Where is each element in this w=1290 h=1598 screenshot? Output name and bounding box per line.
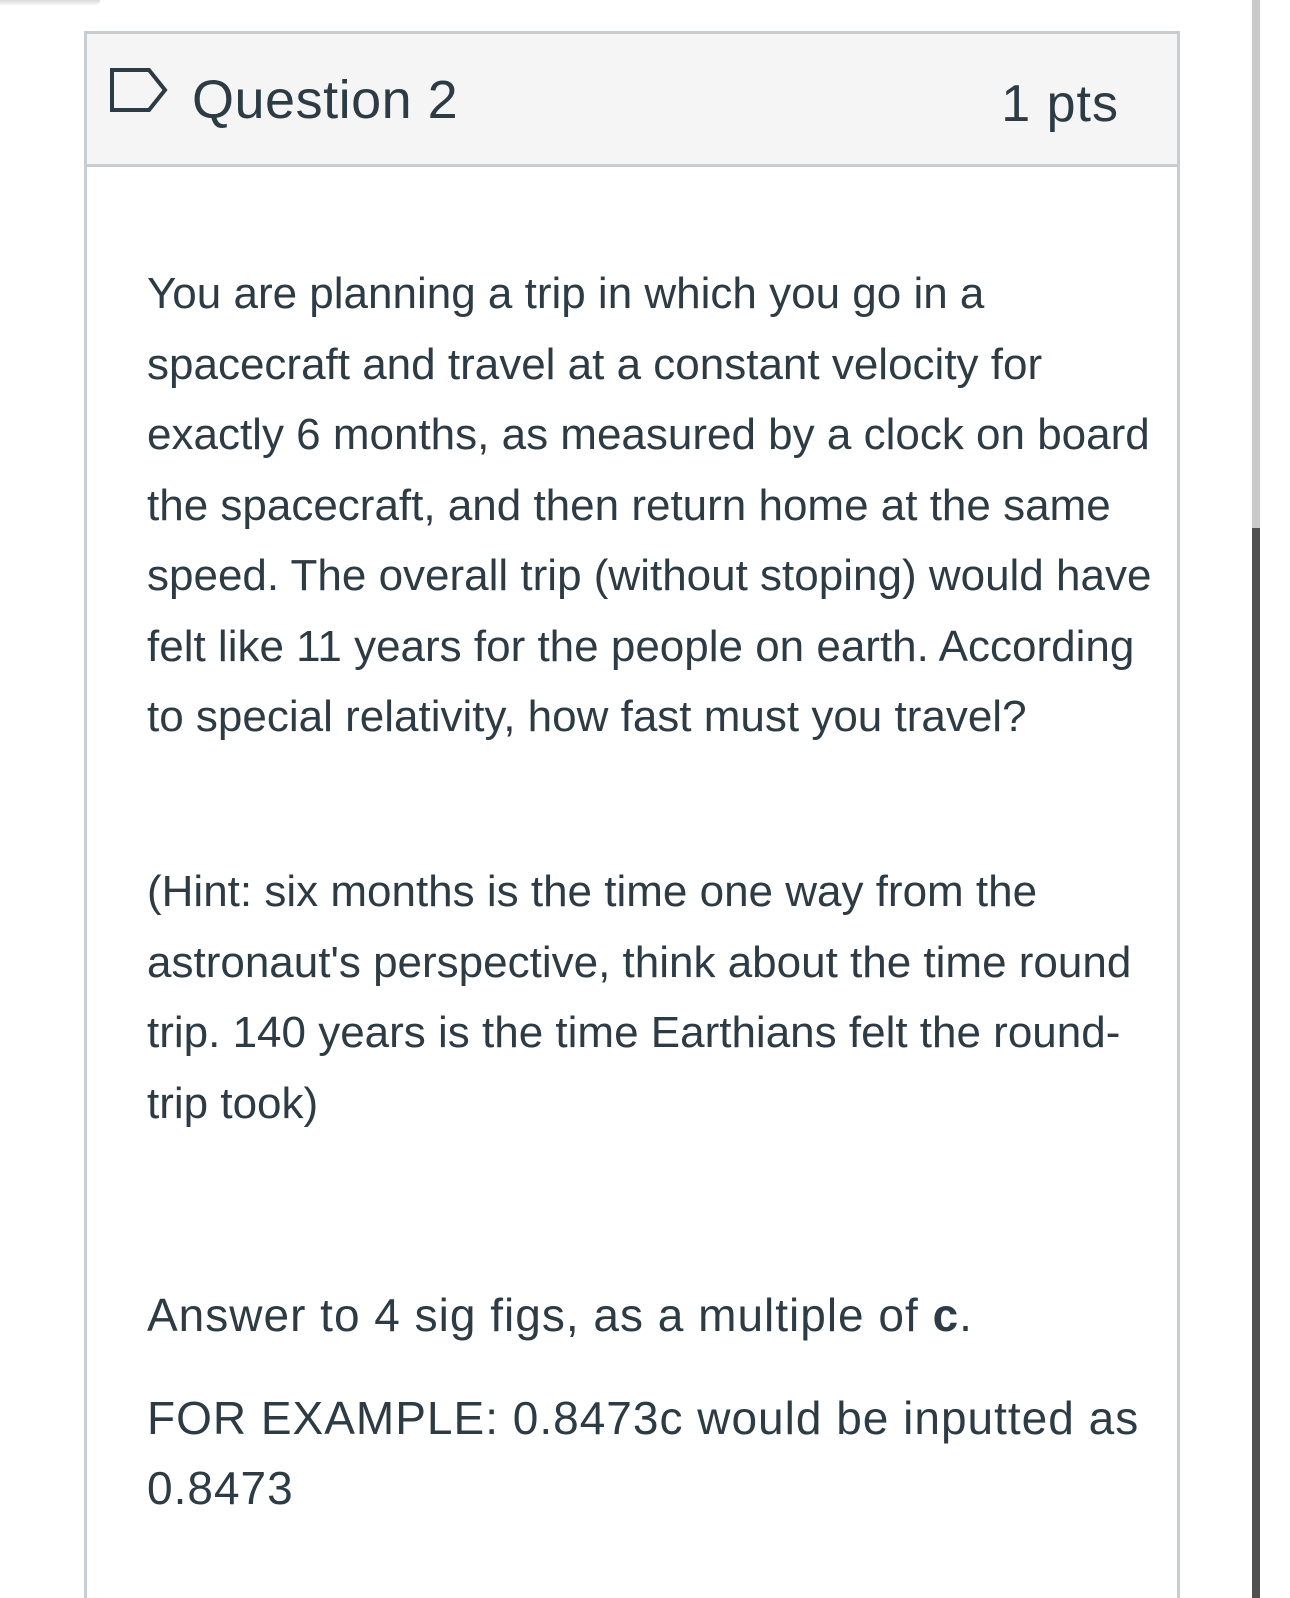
answer-instruction-prefix: Answer to 4 sig figs, as a multiple of (147, 1289, 933, 1341)
hint-text: (Hint: six months is the time one way from the astronaut's perspective, think about the time round trip. 140 years is the time Earthians felt the round-trip took) (147, 867, 1132, 1128)
question-points: 1 pts (1001, 75, 1119, 133)
top-edge-shadow (0, 0, 100, 6)
answer-instruction-suffix: . (959, 1289, 973, 1341)
scrollbar-thumb[interactable] (1252, 528, 1260, 1598)
answer-unit: c (932, 1289, 960, 1341)
answer-instruction (147, 1285, 1157, 1345)
question-card (84, 31, 1180, 1598)
question-text: You are planning a trip in which you go in a spacecraft and travel at a constant velocity for exactly 6 months, as measured by a clock on board the spacecraft, and then return home at the same speed. The overall trip (without stoping) would have felt like 11 years for the people on earth. According to special relativity, how fast must you travel? (147, 269, 1152, 741)
question-title: Question 2 (192, 70, 459, 130)
example-text: FOR EXAMPLE: 0.8473c would be inputted as 0.8473 (147, 1392, 1140, 1514)
question-header (87, 34, 1177, 167)
flag-outline-icon[interactable] (109, 67, 169, 113)
